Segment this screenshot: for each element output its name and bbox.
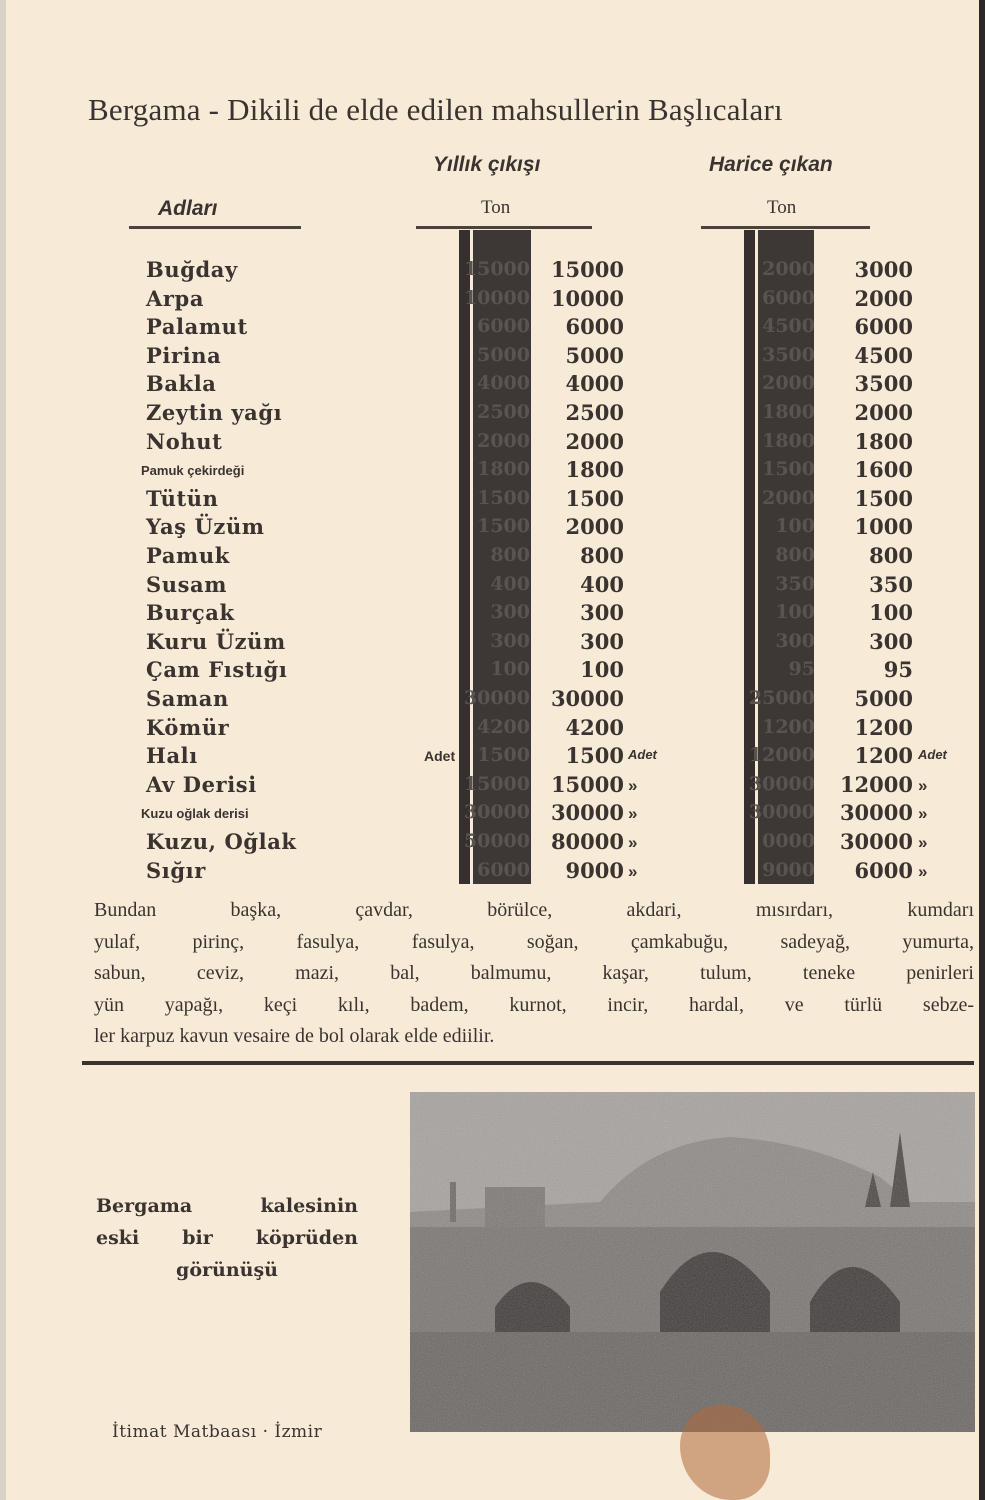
- annual-value: 1500: [565, 743, 624, 768]
- annual-value: 1800: [565, 457, 624, 482]
- product-name: Yaş Üzüm: [146, 514, 265, 539]
- export-value: 1600: [854, 457, 913, 482]
- annual-value: 300: [580, 600, 624, 625]
- product-name: Buğday: [146, 257, 238, 282]
- annual-value: 10000: [550, 286, 624, 311]
- export-value: 100: [869, 600, 913, 625]
- product-name: Burçak: [146, 600, 235, 625]
- annual-bar-label: 50000: [463, 830, 530, 852]
- export-value: 1500: [854, 486, 913, 511]
- export-bar-label: 25000: [748, 687, 815, 709]
- unit-suffix: Adet: [628, 747, 657, 762]
- product-name: Susam: [146, 572, 228, 597]
- export-value: 30000: [839, 800, 913, 825]
- annual-value: 2500: [565, 400, 624, 425]
- export-value: 3000: [854, 257, 913, 282]
- annual-value: 5000: [565, 343, 624, 368]
- annual-value: 80000: [550, 829, 624, 854]
- product-name: Zeytin yağı: [146, 400, 283, 425]
- unit-suffix: »: [628, 833, 638, 852]
- product-name: Sığır: [146, 858, 206, 883]
- product-name: Kuzu oğlak derisi: [141, 806, 249, 821]
- paragraph-line: Bundan başka, çavdar, börülce, akdari, mısırdarı, kumdarı: [94, 899, 974, 921]
- export-value: 95: [883, 657, 913, 682]
- export-value: 2000: [854, 286, 913, 311]
- export-value: 5000: [854, 686, 913, 711]
- annual-unit: Ton: [481, 197, 511, 218]
- annual-value: 4200: [565, 715, 624, 740]
- annual-value: 15000: [550, 772, 624, 797]
- annual-value: 800: [580, 543, 624, 568]
- annual-bar-label: 10000: [463, 287, 530, 309]
- annual-bar-label: 4200: [477, 716, 530, 738]
- annual-bar-label: 15000: [463, 258, 530, 280]
- annual-output-header: Yıllık çıkışı: [433, 153, 541, 176]
- export-value: 12000: [839, 772, 913, 797]
- caption-line: görünüşü: [176, 1259, 278, 1281]
- bridge-photo: [410, 1092, 975, 1432]
- export-value: 1200: [854, 743, 913, 768]
- annual-bar-label: 6000: [477, 315, 530, 337]
- export-bar-label: 1800: [762, 430, 815, 452]
- export-bar-label: 30000: [748, 773, 815, 795]
- paragraph-line: yün yapağı, keçi kılı, badem, kurnot, incir, hardal, ve türlü sebze-: [94, 993, 974, 1016]
- export-bar-label: 1800: [762, 401, 815, 423]
- product-name: Kömür: [146, 715, 230, 740]
- unit-suffix: »: [918, 862, 928, 881]
- annual-value: 6000: [565, 314, 624, 339]
- export-bar-label: 12000: [748, 744, 815, 766]
- export-bar-label: 6000: [762, 287, 815, 309]
- header-rule: [701, 226, 870, 229]
- unit-suffix: »: [918, 776, 928, 795]
- export-value: 1200: [854, 715, 913, 740]
- product-name: Çam Fıstığı: [146, 657, 288, 682]
- annual-bar-label: 6000: [477, 859, 530, 881]
- product-name: Kuru Üzüm: [146, 629, 286, 654]
- export-bar-label: 0000: [762, 830, 815, 852]
- caption-line: Bergama kalesinin: [96, 1195, 358, 1217]
- annual-bar-label: 5000: [477, 344, 530, 366]
- export-value: 350: [869, 572, 913, 597]
- annual-bar-label: 30000: [463, 687, 530, 709]
- product-name: Palamut: [146, 314, 248, 339]
- unit-suffix: Adet: [918, 747, 947, 762]
- annual-value: 1500: [565, 486, 624, 511]
- export-bar-label: 95: [788, 658, 815, 680]
- export-value: 1800: [854, 429, 913, 454]
- export-bar-label: 2000: [762, 258, 815, 280]
- photo-grain: [410, 1092, 975, 1432]
- product-name: Pamuk: [146, 543, 230, 568]
- annual-bar-label: 300: [490, 601, 530, 623]
- export-bar-label: 100: [775, 515, 815, 537]
- export-bar-label: 800: [775, 544, 815, 566]
- annual-bar-label: 800: [490, 544, 530, 566]
- annual-value: 100: [580, 657, 624, 682]
- paragraph-line: sabun, ceviz, mazi, bal, balmumu, kaşar, tulum, teneke penirleri: [94, 962, 974, 984]
- export-value: 800: [869, 543, 913, 568]
- photo-caption: [96, 1190, 358, 1286]
- water-stain: [680, 1405, 770, 1500]
- paragraph-line: yulaf, pirinç, fasulya, fasulya, soğan, çamkabuğu, sadeyağ, yumurta,: [94, 930, 974, 953]
- unit-suffix: »: [918, 804, 928, 823]
- export-bar-label: 2000: [762, 372, 815, 394]
- export-bar-label: 2000: [762, 487, 815, 509]
- export-value: 30000: [839, 829, 913, 854]
- unit-suffix: »: [628, 776, 638, 795]
- export-bar-label: 3500: [762, 344, 815, 366]
- product-name: Pirina: [146, 343, 222, 368]
- export-value: 3500: [854, 371, 913, 396]
- export-bar-label: 100: [775, 601, 815, 623]
- annual-bar-label: 1800: [477, 458, 530, 480]
- export-header: Harice çıkan: [709, 153, 833, 176]
- unit-suffix: »: [918, 833, 928, 852]
- annual-value: 9000: [565, 858, 624, 883]
- annual-bar-label: 1500: [477, 515, 530, 537]
- export-bar-label: 30000: [748, 801, 815, 823]
- unit-suffix: »: [628, 862, 638, 881]
- annual-bar-label: 15000: [463, 773, 530, 795]
- page-edge: [979, 0, 985, 1500]
- annual-bar-label: 100: [490, 658, 530, 680]
- annual-bar-label: 2000: [477, 430, 530, 452]
- unit-suffix: »: [628, 804, 638, 823]
- caption-line: eski bir köprüden: [96, 1227, 358, 1249]
- export-unit: Ton: [767, 197, 797, 218]
- header-rule: [416, 226, 592, 229]
- names-header: Adları: [158, 197, 218, 220]
- paragraph-line: ler karpuz kavun vesaire de bol olarak elde ediilir.: [94, 1025, 495, 1047]
- product-name: Bakla: [146, 371, 217, 396]
- header-rule: [129, 226, 301, 229]
- export-value: 4500: [854, 343, 913, 368]
- export-bar-label: 9000: [762, 859, 815, 881]
- annual-bar-label: 4000: [477, 372, 530, 394]
- export-value: 300: [869, 629, 913, 654]
- annual-bar-label: 300: [490, 630, 530, 652]
- annual-value: 300: [580, 629, 624, 654]
- product-name: Saman: [146, 686, 229, 711]
- product-name: Av Derisi: [146, 772, 257, 797]
- product-name: Pamuk çekirdeği: [141, 463, 245, 478]
- annual-value: 400: [580, 572, 624, 597]
- section-divider: [82, 1061, 974, 1065]
- document-title: Bergama - Dikili de elde edilen mahsullerin Başlıcaları: [88, 92, 783, 127]
- product-name: Halı: [146, 743, 198, 768]
- annual-bar-label: 400: [490, 573, 530, 595]
- bridge-photo-drawing: [410, 1092, 975, 1432]
- annual-bar-label: 1500: [477, 744, 530, 766]
- export-value: 6000: [854, 858, 913, 883]
- export-value: 2000: [854, 400, 913, 425]
- product-name: Nohut: [146, 429, 223, 454]
- annual-value: 30000: [550, 686, 624, 711]
- export-bar-label: 1200: [762, 716, 815, 738]
- annual-value: 30000: [550, 800, 624, 825]
- export-value: 1000: [854, 514, 913, 539]
- annual-value: 2000: [565, 514, 624, 539]
- export-bar-label: 1500: [762, 458, 815, 480]
- export-value: 6000: [854, 314, 913, 339]
- annual-bar-label: 1500: [477, 487, 530, 509]
- page-edge: [0, 0, 6, 1500]
- product-name: Arpa: [146, 286, 205, 311]
- export-bar-label: 300: [775, 630, 815, 652]
- product-name: Kuzu, Oğlak: [146, 829, 297, 854]
- printer-imprint: İtimat Matbaası · İzmir: [112, 1422, 323, 1442]
- product-name: Tütün: [146, 486, 219, 511]
- unit-prefix: Adet: [424, 748, 456, 764]
- annual-bar-label: 30000: [463, 801, 530, 823]
- export-bar-label: 350: [775, 573, 815, 595]
- annual-bar-label: 2500: [477, 401, 530, 423]
- other-products-paragraph: [94, 895, 974, 1053]
- annual-value: 4000: [565, 371, 624, 396]
- export-bar-label: 4500: [762, 315, 815, 337]
- annual-value: 15000: [550, 257, 624, 282]
- annual-value: 2000: [565, 429, 624, 454]
